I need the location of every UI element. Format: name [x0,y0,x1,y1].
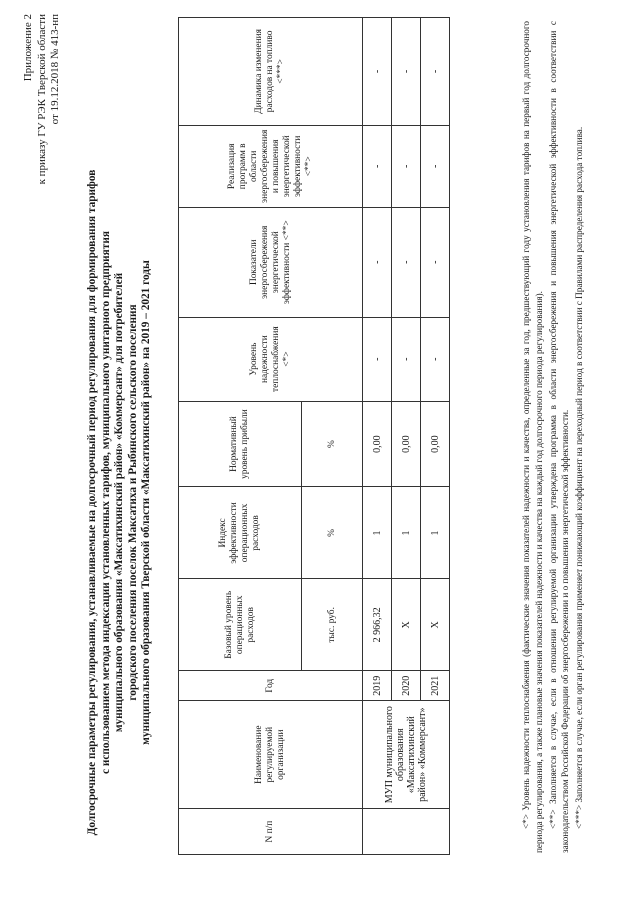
heading-line: с использованием метода индексации установленных тарифов, муниципального унитарного предприятия [99,231,112,774]
cell-reliability: - [363,317,392,401]
header-profit: Нормативный уровень прибыли [179,401,302,487]
cell-base-cost: X [421,579,450,671]
cell-energy-eff: - [392,207,421,317]
footnote: <*> Уровень надежности теплоснабжения (фактические значения показателей надежности и качества, определенные за год, предшествующий году установления тарифов на первый год долгосрочного периода регулирования, а также плановые значения показателей надежности и качества на каждый год долгосрочного периода регулирования). [521,21,544,853]
heading-line: Долгосрочные параметры регулирования, устанавливаемые на долгосрочный период регулирования для формирования тарифов [86,169,98,836]
cell-base-cost: X [392,579,421,671]
parameters-table [178,17,450,855]
footnote: <**> Заполняется в случае, если в отношении регулируемой организации утверждена программа в области энергосбережения и повышения энергетической эффективности в соответствии с законодательством Российской Федерации об энергосбережении и о повышении энергетической эффективности. [547,21,571,853]
unit-eff-index: % [302,487,363,579]
cell-year: 2021 [421,671,450,701]
cell-programs: - [392,125,421,207]
cell-profit: 0,00 [363,401,392,487]
footnote: <***> Заполняется в случае, если орган регулирования применяет понижающий коэффициент на переходный период в соответствии с Правилами распределения расхода топлива. [574,126,585,829]
cell-eff-index: 1 [363,487,392,579]
header-year: Год [179,671,363,701]
unit-base-cost: тыс. руб. [302,579,363,671]
footnotes [520,21,587,853]
cell-num [363,809,450,855]
cell-profit: 0,00 [421,401,450,487]
cell-eff-index: 1 [392,487,421,579]
cell-profit: 0,00 [392,401,421,487]
cell-fuel: - [392,18,421,126]
cell-eff-index: 1 [421,487,450,579]
cell-fuel: - [421,18,450,126]
appendix-order: к приказу ГУ РЭК Тверской области [35,14,48,185]
header-energy-eff: Показатели энергосбережения энергетической эффективности <**> [179,207,363,317]
header-reliability: Уровень надежности теплоснабжения <*> [179,317,363,401]
header-eff-index: Индекс эффективности операционных расходов [179,487,302,579]
table-row [363,18,392,855]
cell-reliability: - [392,317,421,401]
appendix-title: Приложение 2 [22,14,34,82]
cell-energy-eff: - [363,207,392,317]
cell-energy-eff: - [421,207,450,317]
appendix-block [22,14,63,184]
cell-programs: - [421,125,450,207]
header-programs: Реализация программ в области энергосбережения и повышения энергетической эффективности <**> [179,125,363,207]
cell-year: 2020 [392,671,421,701]
header-num: N п/п [179,809,363,855]
document-heading [86,140,154,865]
header-base-cost: Базовый уровень операционных расходов [179,579,302,671]
cell-programs: - [363,125,392,207]
cell-reliability: - [421,317,450,401]
cell-org: МУП муниципального образования «Максатихинский район» «Коммерсант» [363,701,450,809]
table-header-row [179,18,302,855]
heading-line: муниципального образования «Максатихинский район» «Коммерсант» для потребителей [113,272,126,733]
cell-year: 2019 [363,671,392,701]
cell-base-cost: 2 966,32 [363,579,392,671]
unit-profit: % [302,401,363,487]
header-org: Наименование регулируемой организации [179,701,363,809]
heading-line: муниципального образования Тверской области «Максатихинский район» на 2019 – 2021 годы [140,260,153,745]
heading-line: городского поселения поселок Максатиха и Рыбинского сельского поселения [126,304,139,701]
appendix-date: от 19.12.2018 № 413-нп [49,14,61,125]
header-fuel: Динамика изменения расходов на топливо <***> [179,18,363,126]
cell-fuel: - [363,18,392,126]
